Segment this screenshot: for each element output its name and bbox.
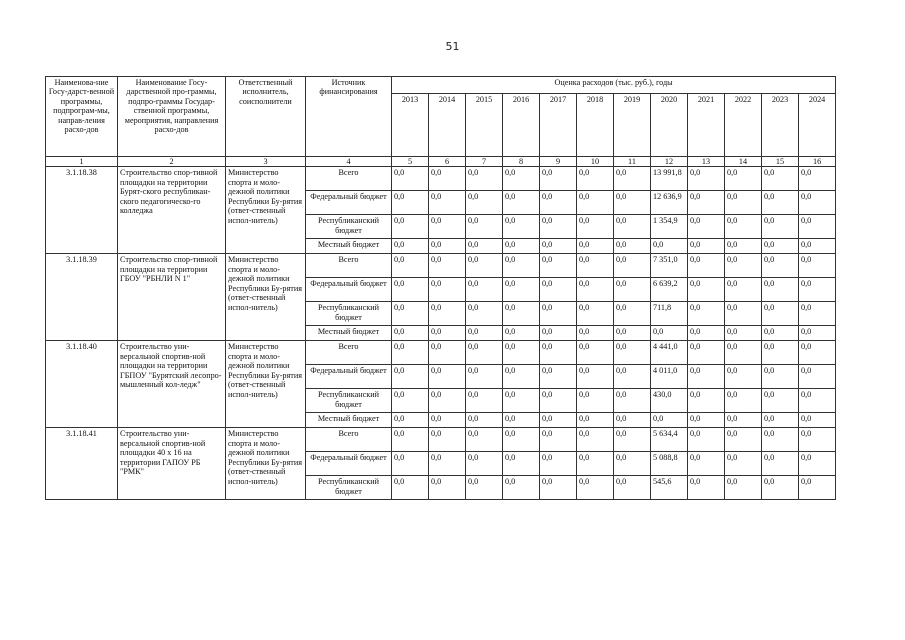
expense-value: 0,0 <box>503 326 540 341</box>
header-measure: Наименование Госу-дарственной про-граммы, подпро-граммы Государ-ственной программы, мероприятия, направления расхо-дов <box>118 77 226 157</box>
expense-value: 0,0 <box>688 428 725 452</box>
table-row <box>46 254 836 278</box>
expense-value: 0,0 <box>577 413 614 428</box>
expense-value: 0,0 <box>688 254 725 278</box>
expense-value: 0,0 <box>688 239 725 254</box>
expense-value: 0,0 <box>540 341 577 365</box>
funding-source: Местный бюджет <box>306 413 392 428</box>
column-number: 3 <box>226 157 306 167</box>
funding-source: Федеральный бюджет <box>306 365 392 389</box>
expense-value: 0,0 <box>540 254 577 278</box>
expense-value: 0,0 <box>799 452 836 476</box>
expense-value: 0,0 <box>540 476 577 500</box>
table-body <box>46 167 836 500</box>
expense-value: 0,0 <box>503 413 540 428</box>
expense-value: 0,0 <box>429 191 466 215</box>
expense-value: 0,0 <box>614 215 651 239</box>
funding-source: Республиканский бюджет <box>306 476 392 500</box>
funding-source: Всего <box>306 428 392 452</box>
expense-value: 0,0 <box>725 389 762 413</box>
measure-code: 3.1.18.39 <box>46 254 118 341</box>
expense-value: 0,0 <box>762 215 799 239</box>
header-year: 2020 <box>651 94 688 157</box>
expense-value: 0,0 <box>614 452 651 476</box>
expense-value: 0,0 <box>392 413 429 428</box>
expense-value: 0,0 <box>725 428 762 452</box>
header-year: 2023 <box>762 94 799 157</box>
expense-value: 430,0 <box>651 389 688 413</box>
header-program: Наименова-ние Госу-дарст-венной программы, подпрограм-мы, направ-ления расхо-дов <box>46 77 118 157</box>
expense-value: 0,0 <box>688 476 725 500</box>
header-year: 2017 <box>540 94 577 157</box>
expense-value: 0,0 <box>466 302 503 326</box>
expense-value: 0,0 <box>466 476 503 500</box>
expense-value: 0,0 <box>799 254 836 278</box>
measure-code: 3.1.18.40 <box>46 341 118 428</box>
funding-source: Федеральный бюджет <box>306 452 392 476</box>
expense-value: 0,0 <box>577 452 614 476</box>
expense-value: 0,0 <box>466 413 503 428</box>
expense-value: 5 634,4 <box>651 428 688 452</box>
expense-value: 0,0 <box>688 326 725 341</box>
executor-text: Министерство спорта и моло-дежной политики Республики Бу-рятия (ответ-ственный испол-нитель) <box>226 428 306 500</box>
expense-value: 0,0 <box>577 341 614 365</box>
column-number: 13 <box>688 157 725 167</box>
expense-value: 0,0 <box>799 302 836 326</box>
expense-value: 0,0 <box>614 278 651 302</box>
header-expenses: Оценка расходов (тыс. руб.), годы <box>392 77 836 94</box>
expense-value: 0,0 <box>429 278 466 302</box>
expense-value: 0,0 <box>725 413 762 428</box>
expense-value: 0,0 <box>762 452 799 476</box>
expense-value: 0,0 <box>466 278 503 302</box>
expense-value: 0,0 <box>466 428 503 452</box>
expense-value: 0,0 <box>540 167 577 191</box>
expense-value: 0,0 <box>577 326 614 341</box>
expense-value: 12 636,9 <box>651 191 688 215</box>
column-number: 12 <box>651 157 688 167</box>
expense-value: 0,0 <box>429 365 466 389</box>
expense-value: 545,6 <box>651 476 688 500</box>
expense-value: 0,0 <box>392 389 429 413</box>
expense-value: 0,0 <box>688 365 725 389</box>
expense-value: 0,0 <box>540 326 577 341</box>
expense-value: 0,0 <box>466 341 503 365</box>
expense-value: 0,0 <box>762 254 799 278</box>
funding-source: Местный бюджет <box>306 239 392 254</box>
expense-value: 0,0 <box>429 215 466 239</box>
expense-value: 0,0 <box>392 452 429 476</box>
expense-value: 0,0 <box>688 341 725 365</box>
expense-value: 0,0 <box>503 341 540 365</box>
measure-code: 3.1.18.38 <box>46 167 118 254</box>
column-number: 9 <box>540 157 577 167</box>
column-number: 4 <box>306 157 392 167</box>
expense-value: 0,0 <box>540 452 577 476</box>
expense-value: 0,0 <box>429 254 466 278</box>
expense-value: 0,0 <box>799 365 836 389</box>
expense-value: 0,0 <box>577 191 614 215</box>
column-number: 15 <box>762 157 799 167</box>
column-number: 16 <box>799 157 836 167</box>
expense-value: 0,0 <box>392 302 429 326</box>
measure-name: Строительство спор-тивной площадки на территории Бурят-ского республикан-ского педагогическо-го колледжа <box>118 167 226 254</box>
expense-value: 4 011,0 <box>651 365 688 389</box>
expense-value: 0,0 <box>762 191 799 215</box>
expense-value: 0,0 <box>577 215 614 239</box>
header-year: 2015 <box>466 94 503 157</box>
expense-value: 0,0 <box>614 191 651 215</box>
expense-value: 0,0 <box>614 365 651 389</box>
expense-value: 0,0 <box>392 215 429 239</box>
funding-source: Республиканский бюджет <box>306 215 392 239</box>
expense-value: 0,0 <box>429 302 466 326</box>
expense-value: 0,0 <box>799 341 836 365</box>
expense-value: 0,0 <box>799 215 836 239</box>
expense-value: 0,0 <box>540 191 577 215</box>
expense-value: 0,0 <box>762 476 799 500</box>
expense-value: 0,0 <box>429 167 466 191</box>
page-number: 51 <box>445 40 460 53</box>
expense-value: 0,0 <box>799 239 836 254</box>
expense-value: 0,0 <box>392 167 429 191</box>
expense-value: 0,0 <box>762 365 799 389</box>
expense-value: 0,0 <box>762 326 799 341</box>
column-number: 7 <box>466 157 503 167</box>
expense-value: 0,0 <box>577 389 614 413</box>
expense-value: 0,0 <box>503 452 540 476</box>
header-year: 2024 <box>799 94 836 157</box>
expense-value: 0,0 <box>466 365 503 389</box>
executor-text: Министерство спорта и моло-дежной политики Республики Бу-рятия (ответ-ственный испол-нитель) <box>226 254 306 341</box>
funding-source: Республиканский бюджет <box>306 389 392 413</box>
expense-value: 0,0 <box>799 167 836 191</box>
expense-value: 0,0 <box>466 215 503 239</box>
expense-value: 0,0 <box>577 239 614 254</box>
expense-value: 0,0 <box>577 278 614 302</box>
funding-source: Республиканский бюджет <box>306 302 392 326</box>
expense-value: 0,0 <box>540 215 577 239</box>
expense-value: 0,0 <box>614 389 651 413</box>
expense-value: 0,0 <box>540 365 577 389</box>
expense-value: 0,0 <box>540 239 577 254</box>
expense-value: 0,0 <box>392 191 429 215</box>
expense-value: 0,0 <box>466 452 503 476</box>
header-source: Источник финансирования <box>306 77 392 157</box>
expense-value: 0,0 <box>614 302 651 326</box>
expense-value: 0,0 <box>762 239 799 254</box>
measure-code: 3.1.18.41 <box>46 428 118 500</box>
expense-value: 0,0 <box>466 254 503 278</box>
expense-value: 0,0 <box>392 326 429 341</box>
expense-value: 711,8 <box>651 302 688 326</box>
expense-value: 0,0 <box>577 167 614 191</box>
column-number: 14 <box>725 157 762 167</box>
expense-value: 0,0 <box>725 326 762 341</box>
expense-value: 0,0 <box>688 215 725 239</box>
expense-value: 0,0 <box>466 191 503 215</box>
expense-value: 0,0 <box>614 239 651 254</box>
expense-value: 0,0 <box>577 476 614 500</box>
expense-value: 0,0 <box>688 302 725 326</box>
header-year: 2013 <box>392 94 429 157</box>
measure-name: Строительство уни-версальной спортив-ной площадки 40 х 16 на территории ГАПОУ РБ "РМК" <box>118 428 226 500</box>
expense-value: 0,0 <box>577 428 614 452</box>
expense-value: 0,0 <box>725 278 762 302</box>
expense-value: 0,0 <box>799 326 836 341</box>
expense-value: 0,0 <box>614 413 651 428</box>
expense-value: 0,0 <box>614 428 651 452</box>
expense-value: 0,0 <box>540 413 577 428</box>
expense-value: 0,0 <box>392 341 429 365</box>
expense-value: 0,0 <box>540 389 577 413</box>
funding-source: Местный бюджет <box>306 326 392 341</box>
expense-value: 0,0 <box>688 452 725 476</box>
header-year: 2018 <box>577 94 614 157</box>
expense-value: 0,0 <box>799 278 836 302</box>
budget-table <box>45 76 836 500</box>
column-number: 2 <box>118 157 226 167</box>
header-year: 2021 <box>688 94 725 157</box>
column-number: 5 <box>392 157 429 167</box>
expense-value: 0,0 <box>429 413 466 428</box>
column-number: 11 <box>614 157 651 167</box>
expense-value: 0,0 <box>540 278 577 302</box>
column-number: 6 <box>429 157 466 167</box>
expense-value: 0,0 <box>651 239 688 254</box>
table-row <box>46 428 836 452</box>
expense-value: 0,0 <box>503 254 540 278</box>
header-year: 2022 <box>725 94 762 157</box>
expense-value: 0,0 <box>429 389 466 413</box>
expense-value: 0,0 <box>577 365 614 389</box>
expense-value: 0,0 <box>799 191 836 215</box>
funding-source: Всего <box>306 341 392 365</box>
expense-value: 0,0 <box>725 239 762 254</box>
expense-value: 0,0 <box>725 302 762 326</box>
expense-value: 0,0 <box>577 254 614 278</box>
expense-value: 0,0 <box>725 452 762 476</box>
expense-value: 0,0 <box>466 326 503 341</box>
expense-value: 0,0 <box>503 365 540 389</box>
expense-value: 0,0 <box>688 167 725 191</box>
expense-value: 0,0 <box>503 191 540 215</box>
column-number: 10 <box>577 157 614 167</box>
header-year: 2014 <box>429 94 466 157</box>
expense-value: 0,0 <box>688 278 725 302</box>
expense-value: 0,0 <box>503 239 540 254</box>
expense-value: 0,0 <box>392 254 429 278</box>
expense-value: 0,0 <box>688 389 725 413</box>
expense-value: 0,0 <box>725 365 762 389</box>
expense-value: 0,0 <box>503 302 540 326</box>
table-row <box>46 167 836 191</box>
expense-value: 0,0 <box>799 389 836 413</box>
expense-value: 0,0 <box>799 476 836 500</box>
expense-value: 0,0 <box>762 341 799 365</box>
header-year: 2016 <box>503 94 540 157</box>
expense-value: 0,0 <box>762 302 799 326</box>
expense-value: 0,0 <box>466 239 503 254</box>
expense-value: 0,0 <box>614 167 651 191</box>
expense-value: 0,0 <box>614 341 651 365</box>
expense-value: 6 639,2 <box>651 278 688 302</box>
expense-value: 1 354,9 <box>651 215 688 239</box>
expense-value: 0,0 <box>503 389 540 413</box>
expense-value: 0,0 <box>429 428 466 452</box>
expense-value: 0,0 <box>762 167 799 191</box>
expense-value: 0,0 <box>725 191 762 215</box>
expense-value: 0,0 <box>392 428 429 452</box>
funding-source: Всего <box>306 254 392 278</box>
expense-value: 0,0 <box>429 239 466 254</box>
funding-source: Федеральный бюджет <box>306 191 392 215</box>
expense-value: 0,0 <box>466 389 503 413</box>
expense-value: 0,0 <box>762 428 799 452</box>
expense-value: 0,0 <box>540 428 577 452</box>
expense-value: 0,0 <box>503 167 540 191</box>
expense-value: 0,0 <box>725 167 762 191</box>
expense-value: 0,0 <box>762 389 799 413</box>
expense-value: 0,0 <box>725 341 762 365</box>
expense-value: 0,0 <box>540 302 577 326</box>
expense-value: 5 088,8 <box>651 452 688 476</box>
column-number: 1 <box>46 157 118 167</box>
executor-text: Министерство спорта и моло-дежной политики Республики Бу-рятия (ответ-ственный испол-нитель) <box>226 341 306 428</box>
expense-value: 0,0 <box>762 278 799 302</box>
expense-value: 0,0 <box>725 215 762 239</box>
expense-value: 0,0 <box>392 239 429 254</box>
expense-value: 0,0 <box>429 326 466 341</box>
expense-value: 0,0 <box>688 191 725 215</box>
expense-value: 0,0 <box>614 326 651 341</box>
expense-value: 0,0 <box>614 476 651 500</box>
expense-value: 0,0 <box>577 302 614 326</box>
expense-value: 0,0 <box>503 215 540 239</box>
expense-value: 0,0 <box>688 413 725 428</box>
executor-text: Министерство спорта и моло-дежной политики Республики Бу-рятия (ответ-ственный испол-нитель) <box>226 167 306 254</box>
expense-value: 0,0 <box>725 476 762 500</box>
expense-value: 0,0 <box>503 428 540 452</box>
expense-value: 0,0 <box>725 254 762 278</box>
expense-value: 13 991,8 <box>651 167 688 191</box>
expense-value: 0,0 <box>392 365 429 389</box>
expense-value: 0,0 <box>429 452 466 476</box>
expense-value: 0,0 <box>651 326 688 341</box>
expense-value: 0,0 <box>392 476 429 500</box>
expense-value: 0,0 <box>429 476 466 500</box>
expense-value: 7 351,0 <box>651 254 688 278</box>
expense-value: 0,0 <box>503 278 540 302</box>
expense-value: 0,0 <box>651 413 688 428</box>
expense-value: 0,0 <box>466 167 503 191</box>
header-year: 2019 <box>614 94 651 157</box>
expense-value: 0,0 <box>762 413 799 428</box>
expense-value: 0,0 <box>429 341 466 365</box>
column-number: 8 <box>503 157 540 167</box>
table-row <box>46 341 836 365</box>
expense-value: 0,0 <box>799 413 836 428</box>
funding-source: Всего <box>306 167 392 191</box>
measure-name: Строительство уни-версальной спортив-ной площадки на территории ГБПОУ "Бурятский лесопро-мышленный кол-ледж" <box>118 341 226 428</box>
header-executor: Ответственный исполнитель, соисполнители <box>226 77 306 157</box>
expense-value: 0,0 <box>392 278 429 302</box>
expense-value: 0,0 <box>614 254 651 278</box>
measure-name: Строительство спор-тивной площадки на территории ГБОУ "РБНЛИ N 1" <box>118 254 226 341</box>
funding-source: Федеральный бюджет <box>306 278 392 302</box>
expense-value: 4 441,0 <box>651 341 688 365</box>
expense-value: 0,0 <box>799 428 836 452</box>
expense-value: 0,0 <box>503 476 540 500</box>
